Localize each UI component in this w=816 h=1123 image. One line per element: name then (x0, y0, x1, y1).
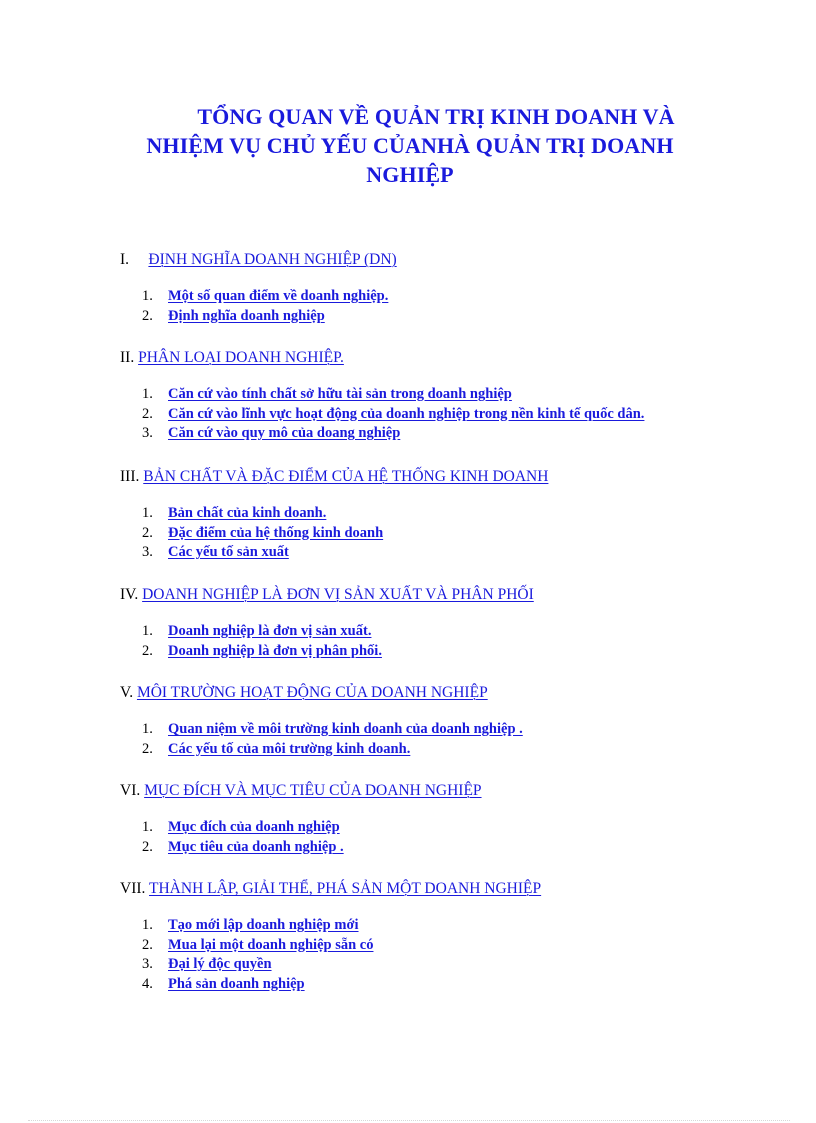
toc-link[interactable]: Doanh nghiệp là đơn vị sản xuất. (168, 623, 372, 639)
toc-link[interactable]: Mục đích của doanh nghiệp (168, 819, 340, 835)
section-item-list (120, 916, 740, 994)
toc-link[interactable]: Các yếu tố sản xuất (168, 544, 289, 560)
section-heading (120, 585, 740, 605)
section-number: III. (120, 468, 140, 485)
section-6 (120, 781, 740, 857)
toc-link[interactable]: Đại lý độc quyền (168, 956, 272, 972)
list-item (120, 405, 740, 425)
list-item (120, 385, 740, 405)
section-number: I. (120, 251, 130, 268)
list-item (120, 936, 740, 956)
toc-link[interactable]: Bản chất của kinh doanh. (168, 505, 327, 521)
section-item-list (120, 818, 740, 857)
section-heading-link[interactable]: DOANH NGHIỆP LÀ ĐƠN VỊ SẢN XUẤT VÀ PHÂN PHỐI (142, 586, 534, 603)
item-number: 2. (142, 307, 153, 324)
section-heading (120, 250, 740, 270)
section-5 (120, 683, 740, 759)
list-item (120, 524, 740, 544)
toc-link[interactable]: Tạo mới lập doanh nghiệp mới (168, 917, 359, 933)
toc-link[interactable]: Căn cứ vào quy mô của doang nghiệp (168, 425, 401, 441)
section-heading-link[interactable]: ĐỊNH NGHĨA DOANH NGHIỆP (DN) (148, 251, 397, 268)
toc-link[interactable]: Quan niệm về môi trường kinh doanh của doanh nghiệp . (168, 721, 523, 737)
item-number: 1. (142, 505, 153, 521)
item-number: 1. (142, 623, 153, 639)
item-number: 2. (142, 642, 153, 659)
item-number: 1. (142, 819, 153, 835)
section-2 (120, 348, 740, 444)
toc-link[interactable]: Các yếu tố của môi trường kinh doanh. (168, 740, 411, 757)
list-item (120, 740, 740, 760)
list-item (120, 307, 740, 327)
section-item-list (120, 504, 740, 563)
section-heading (120, 781, 740, 801)
item-number: 1. (142, 917, 153, 933)
section-1 (120, 250, 740, 326)
list-item (120, 975, 740, 995)
title-line: TỔNG QUAN VỀ QUẢN TRỊ KINH DOANH VÀ (197, 104, 675, 129)
section-heading-link[interactable]: PHÂN LOẠI DOANH NGHIỆP. (138, 349, 344, 366)
list-item (120, 424, 740, 444)
section-3 (120, 467, 740, 563)
list-item (120, 818, 740, 838)
section-heading (120, 683, 740, 703)
section-7 (120, 879, 740, 994)
list-item (120, 720, 740, 740)
toc-link[interactable]: Mua lại một doanh nghiệp sẵn có (168, 936, 374, 953)
toc-link[interactable]: Đặc điểm của hệ thống kinh doanh (168, 524, 384, 541)
page-bottom-divider (28, 1120, 790, 1121)
toc-link[interactable]: Phá sản doanh nghiệp (168, 975, 305, 992)
item-number: 1. (142, 721, 153, 737)
item-number: 3. (142, 425, 153, 441)
section-item-list (120, 287, 740, 326)
section-number: VI. (120, 782, 141, 799)
section-number: IV. (120, 586, 139, 603)
section-heading (120, 467, 740, 487)
item-number: 2. (142, 405, 153, 422)
item-number: 2. (142, 838, 153, 855)
item-number: 4. (142, 975, 153, 992)
title-line: NGHIỆP (366, 162, 454, 187)
section-heading-link[interactable]: MỤC ĐÍCH VÀ MỤC TIÊU CỦA DOANH NGHIỆP (144, 782, 482, 799)
section-item-list (120, 622, 740, 661)
toc-link[interactable]: Định nghĩa doanh nghiệp (168, 307, 325, 324)
section-item-list (120, 720, 740, 759)
item-number: 3. (142, 956, 153, 972)
item-number: 1. (142, 288, 153, 304)
section-number: VII. (120, 880, 146, 897)
list-item (120, 504, 740, 524)
list-item (120, 642, 740, 662)
list-item (120, 838, 740, 858)
list-item (120, 955, 740, 975)
item-number: 1. (142, 386, 153, 402)
toc-link[interactable]: Một số quan điểm về doanh nghiệp. (168, 288, 389, 304)
item-number: 2. (142, 936, 153, 953)
section-4 (120, 585, 740, 661)
section-heading-link[interactable]: THÀNH LẬP, GIẢI THỂ, PHÁ SẢN MỘT DOANH NGHIỆP (149, 880, 542, 897)
toc-link[interactable]: Căn cứ vào lĩnh vực hoạt động của doanh nghiệp trong nền kinh tế quốc dân. (168, 405, 645, 422)
section-heading (120, 348, 740, 368)
section-heading-link[interactable]: MÔI TRƯỜNG HOẠT ĐỘNG CỦA DOANH NGHIỆP (136, 684, 488, 701)
document-title (110, 102, 710, 189)
section-number: II. (120, 349, 135, 366)
item-number: 2. (142, 524, 153, 541)
item-number: 2. (142, 740, 153, 757)
section-number: V. (120, 684, 134, 701)
list-item (120, 916, 740, 936)
list-item (120, 543, 740, 563)
toc-link[interactable]: Căn cứ vào tính chất sở hữu tài sản trong doanh nghiệp (168, 386, 512, 402)
toc-link[interactable]: Mục tiêu của doanh nghiệp . (168, 838, 344, 855)
list-item (120, 287, 740, 307)
section-heading-link[interactable]: BẢN CHẤT VÀ ĐẶC ĐIỂM CỦA HỆ THỐNG KINH DOANH (143, 468, 549, 485)
item-number: 3. (142, 544, 153, 560)
title-line: NHIỆM VỤ CHỦ YẾU CỦANHÀ QUẢN TRỊ DOANH (146, 133, 674, 158)
section-item-list (120, 385, 740, 444)
toc-link[interactable]: Doanh nghiệp là đơn vị phân phối. (168, 642, 382, 659)
section-heading (120, 879, 740, 899)
list-item (120, 622, 740, 642)
